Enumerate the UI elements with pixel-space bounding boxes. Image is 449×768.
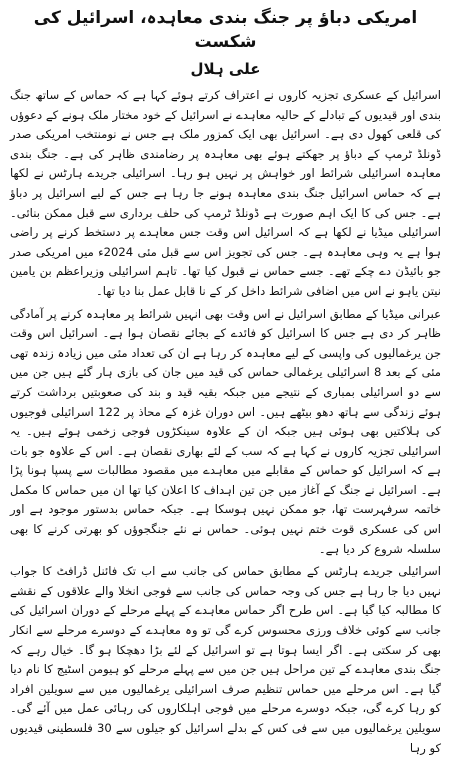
paragraph-3: اسرائیلی جریدے ہارٹس کے مطابق حماس کی جانب سے اب تک فائنل ڈرافٹ کا جواب نہیں دیا جا رہا ہے جس کی وجہ حماس کی جانب سے فوجی انخلا والے علاقوں کے نقشے کا مطالبہ کیا گیا ہے۔ اس طرح اگر حماس معاہدے کے پہلے مرحلے کے دوران اسرائیل کی جانب سے کوئی خلاف ورزی محسوس کرے گی تو وہ معاہدے کے دوسرے مرحلے سے انکار بھی کر سکتی ہے۔ اگر ایسا ہوتا ہے تو اسرائیل کے لئے بڑا دھچکا ہو گا۔ خیال رہے کہ جنگ بندی معاہدے کے تین مراحل ہیں جن میں سے پہلے مرحلے کو ہیومن اسٹیج کا نام دیا گیا ہے۔ اس مرحلے میں حماس تنظیم صرف اسرائیلی یرغمالیوں میں سے سویلین افراد کو رہا کرے گی، جبکہ دوسرے مرحلے میں فوجی اہلکاروں کی رہائی عمل میں آئے گی۔ سویلین یرغمالیوں میں سے فی کس کے بدلے اسرائیل کو جیلوں سے 30 فلسطینی قیدیوں کو رہا <box>10 564 442 755</box>
author-name: علی ہلال <box>190 60 261 78</box>
paragraph-2: عبرانی میڈیا کے مطابق اسرائیل نے اس وقت بھی انہیں شرائط پر معاہدہ کرنے پر آمادگی ظاہر کر دی ہے جس کا اسرائیل کو فائدے کے بجائے نقصان ہوا ہے۔ اسرائیل اس وقت جن یرغمالیوں کی واپسی کے لیے معاہدہ کر رہا ہے ان کی تعداد مئی میں زیادہ زندہ تھی مئی کے بعد 8 اسرائیلی یرغمالی حماس کی قید میں جان کی بازی ہار گئے ہیں جن میں سے دو اسرائیلی بمباری کے نتیجے میں جبکہ بقیہ قید و بند کی صعوبتیں برداشت کرتے ہوئے زندگی سے ہاتھ دھو بیٹھے ہیں۔ اس دوران غزہ کے محاذ پر 122 اسرائیلی فوجیوں کی ہلاکتیں بھی ہوئی ہیں جبکہ ان کے علاوہ سینکڑوں فوجی زخمی ہوئے ہیں۔ یہ اسرائیلی تجزیہ کاروں نے کہا ہے کہ سب کے لئے بھاری نقصان ہے۔ اس کے علاوہ جو بات ہے کہ اسرائیل کو حماس کے مقابلے میں معاہدے میں مقصود مطالبات سے پسپا ہونا پڑا ہے۔ اسرائیل نے جنگ کے آغاز میں جن تین اہداف کا اعلان کیا تھا ان میں حماس کا مکمل خاتمہ سرفہرست تھا، جو ممکن نہیں ہوسکا ہے۔ جبکہ حماس بدستور موجود ہے اور اس کی عسکری قوت ختم نہیں ہوئی۔ حماس نے نئے جنگجوؤں کو بھرتی کرنے کا بھی سلسلہ شروع کر دیا ہے۔ <box>10 306 442 556</box>
article-title: امریکی دباؤ پر جنگ بندی معاہدہ، اسرائیل کی شکست <box>33 8 418 52</box>
paragraph-1: اسرائیل کے عسکری تجزیہ کاروں نے اعتراف کرتے ہوئے کہا ہے کہ حماس کے ساتھ جنگ بندی اور قیدیوں کے تبادلے کے حالیہ معاہدے نے اسرائیل کے خود مختار ملک ہونے کے دعوؤں کی قلعی کھول دی ہے۔ اسرائیل بھی ایک کمزور ملک ہے جس نے نومنتخب امریکی صدر ڈونلڈ ٹرمپ کے دباؤ پر جھکتے ہوئے بھی معاہدہ پر رضامندی ظاہر کی ہے۔ جنگ بندی معاہدہ اسرائیلی شرائط اور خواہش پر نہیں ہو رہا۔ اسرائیلی جریدے ہارٹس نے لکھا ہے کہ حماس اسرائیل جنگ بندی معاہدہ ہونے جا رہا ہے جس کے لیے اسرائیل پر دباؤ ہے۔ جس کی کا ایک اہم صورت ہے ڈونلڈ ٹرمپ کی حلف برداری سے قبل ممکن بنائی۔ اسرائیلی میڈیا نے لکھا ہے کہ اسرائیل اس وقت جس معاہدے پر دستخط کرنے پر راضی ہوا ہے یہ وہی معاہدہ ہے۔ جس کی تجویز اس سے قبل مئی 2024ء میں امریکی صدر جو بائیڈن دے چکے تھے۔ جسے حماس نے قبول کیا تھا۔ تاہم اسرائیلی وزیراعظم بن یامین نیتن یاہو نے اس میں اضافی شرائط داخل کر کے نا قابل عمل بنا دیا تھا۔ <box>10 88 441 298</box>
article-body <box>10 86 441 758</box>
